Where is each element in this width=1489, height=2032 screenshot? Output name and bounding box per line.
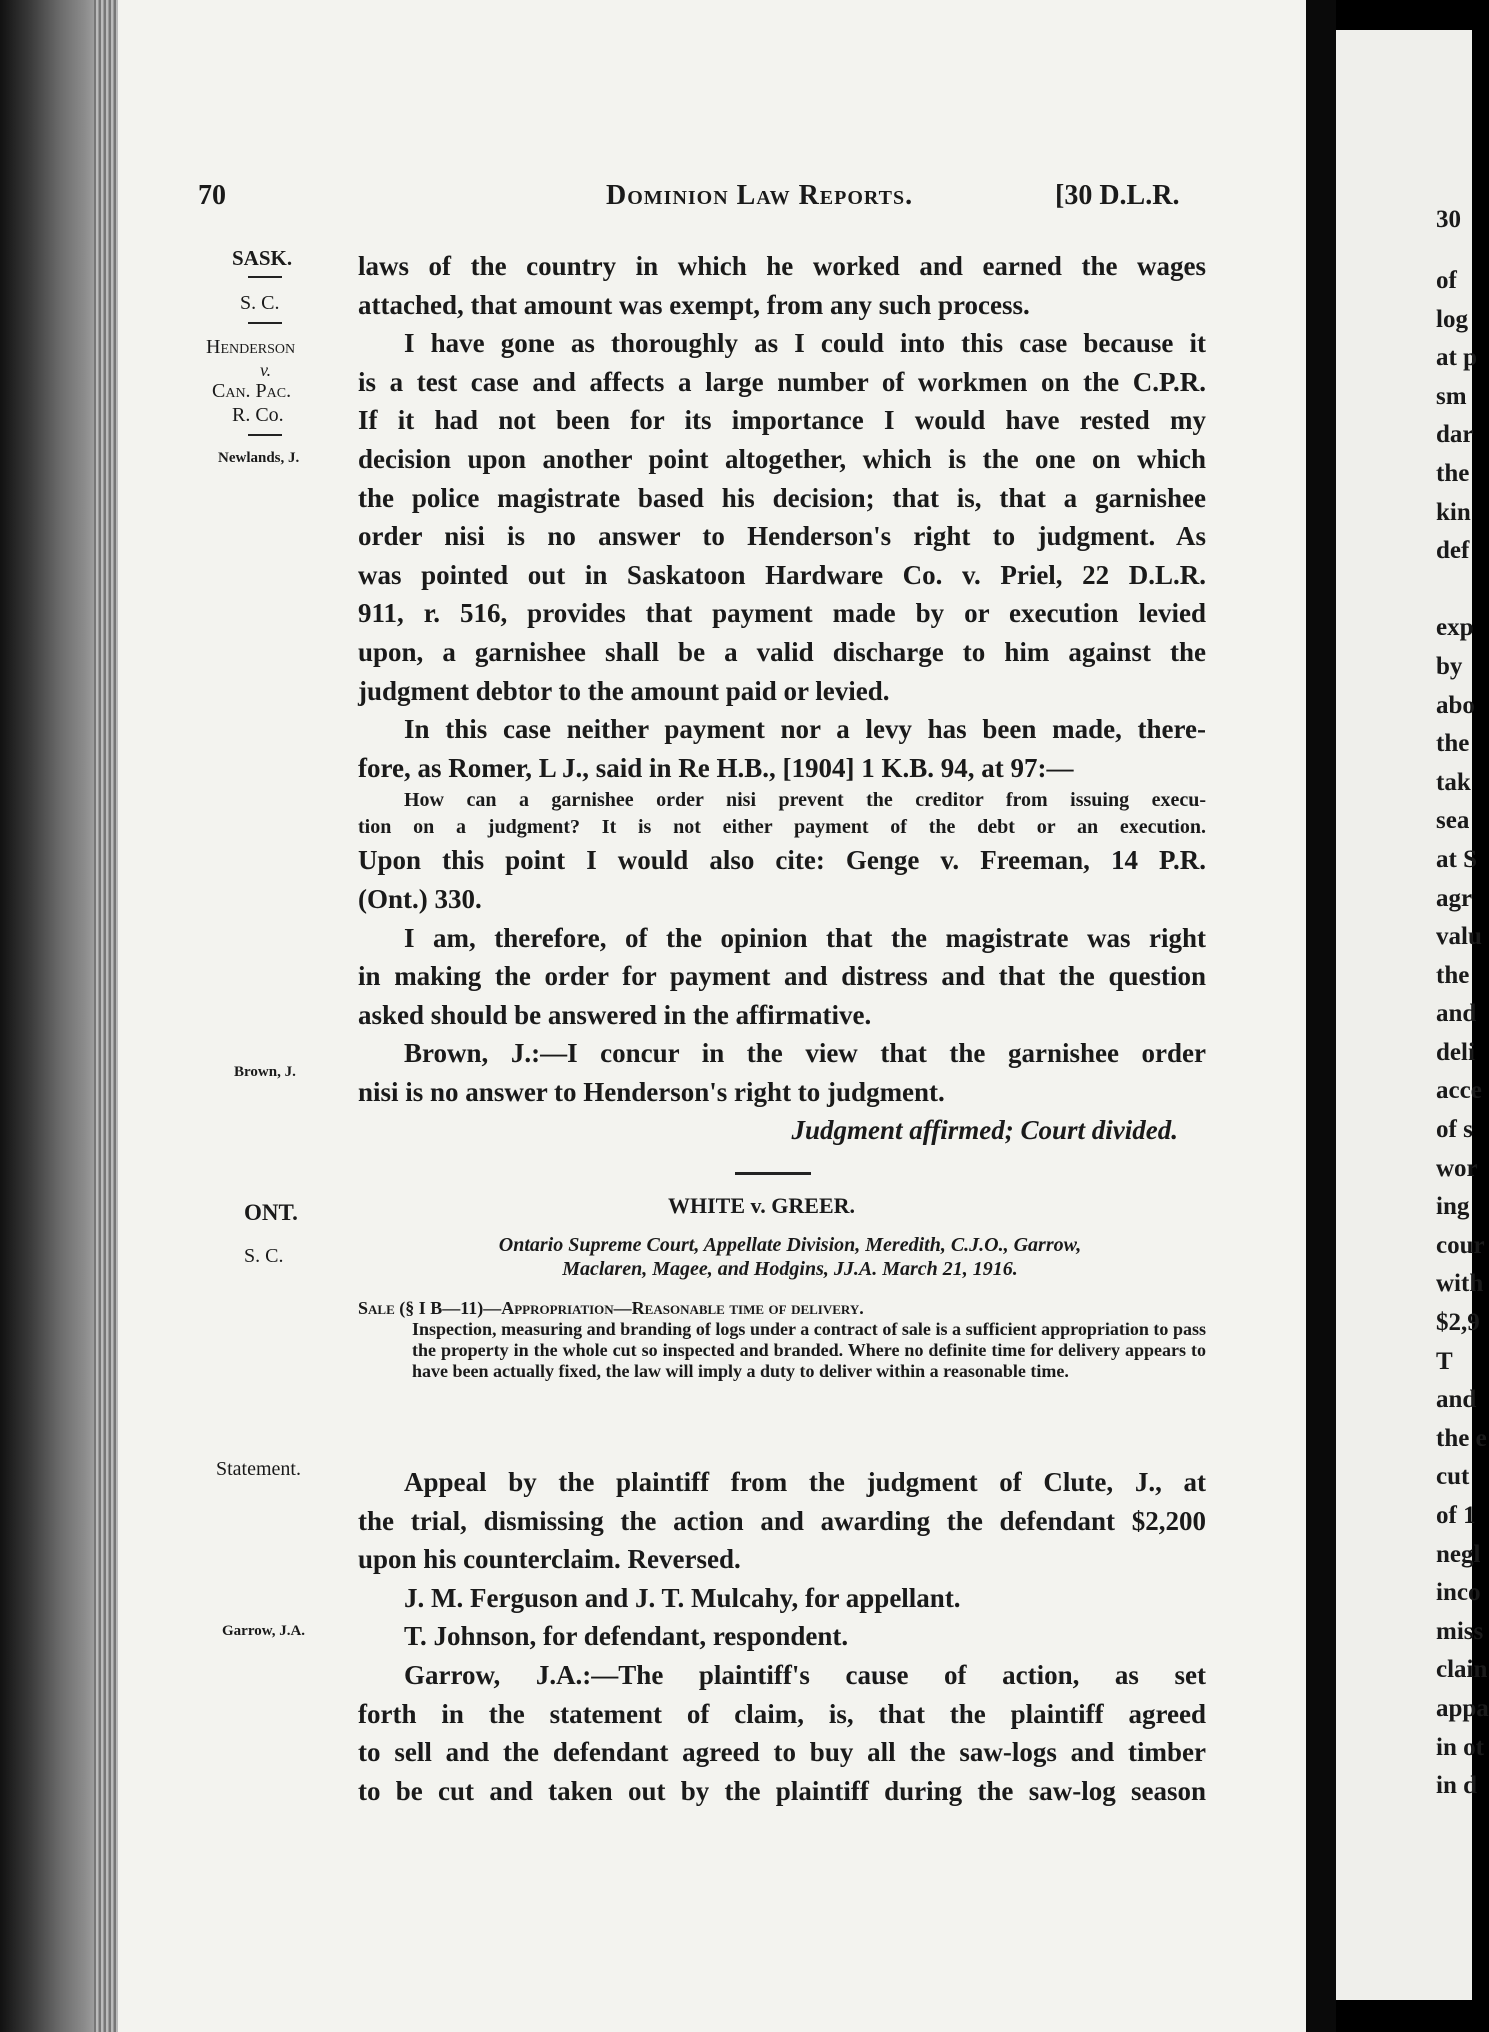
court-line: Maclaren, Magee, and Hodgins, JJ.A. March 21, 1916.: [562, 1258, 1018, 1280]
text-line: upon his counterclaim. Reversed.: [358, 1544, 741, 1575]
book-spine: [0, 0, 118, 2032]
next-page-line: with: [1436, 1270, 1484, 1298]
text-line: the trial, dismissing the action and awarding the defendant $2,200: [358, 1505, 1206, 1536]
margin-case-name-1: Henderson: [206, 336, 296, 358]
margin-judge-garrow: Garrow, J.A.: [222, 1623, 306, 1639]
next-page-line: of 1: [1436, 1502, 1476, 1529]
next-page-line: of: [1436, 267, 1457, 294]
margin-court: S. C.: [240, 292, 280, 314]
next-page-line: def: [1436, 537, 1470, 565]
next-page-line: cour: [1436, 1231, 1485, 1259]
next-page-line: appa: [1436, 1694, 1489, 1722]
margin-case-v: v.: [260, 360, 272, 380]
text-line: 911, r. 516, provides that payment made by or execution levied: [358, 598, 1206, 629]
running-title: Dominion Law Reports.: [606, 180, 914, 211]
quote-line: tion on a judgment? It is not either payment of the debt or an execution.: [358, 816, 1206, 839]
next-page-edge: [1336, 30, 1489, 2000]
next-page-line: ing: [1436, 1193, 1470, 1221]
court-info: [400, 1233, 1180, 1281]
volume-label: [30 D.L.R.: [1055, 180, 1180, 211]
body-text-2: [358, 1463, 1206, 1810]
text-line: Appeal by the plaintiff from the judgment of Clute, J., at: [404, 1467, 1206, 1497]
text-line: the police magistrate based his decision; that is, that a garnishee: [358, 482, 1206, 513]
text-line: order nisi is no answer to Henderson's right to judgment. As: [358, 521, 1206, 552]
text-line: In this case neither payment nor a levy has been made, there-: [404, 714, 1206, 745]
next-page-line: abo: [1436, 691, 1475, 719]
headnote-body: Inspection, measuring and branding of logs under a contract of sale is a sufficient appropriation to pass the property in the whole cut so inspected and branded. Where no definite time for delivery appears to have been actually fixed, the law will imply a duty to deliver within a reasonable time.: [412, 1319, 1206, 1381]
margin-rule: [248, 276, 282, 278]
case-title: WHITE v. GREER.: [668, 1193, 856, 1218]
next-page-line: deli: [1436, 1038, 1475, 1066]
margin-judge-brown: Brown, J.: [234, 1064, 296, 1080]
margin-rule: [248, 434, 282, 436]
block-quote: [358, 787, 1206, 841]
next-page-line: sm: [1436, 382, 1467, 410]
text-line: to sell and the defendant agreed to buy all the saw-logs and timber: [358, 1737, 1206, 1768]
next-page-line: valu: [1436, 923, 1482, 951]
headnote: [358, 1298, 1206, 1382]
text-line: If it had not been for its importance I would have rested my: [358, 405, 1206, 436]
next-page-line: the: [1436, 961, 1470, 989]
text-line: I have gone as thoroughly as I could into this case because it: [404, 328, 1206, 359]
text-line: to be cut and taken out by the plaintiff during the saw-log season: [358, 1775, 1206, 1806]
text-line: Upon this point I would also cite: Genge v. Freeman, 14 P.R.: [358, 845, 1206, 876]
next-page-line: sea: [1436, 807, 1470, 835]
margin-statement: Statement.: [216, 1458, 301, 1480]
text-line: upon, a garnishee shall be a valid discharge to him against the: [358, 636, 1206, 667]
case-divider: [735, 1172, 811, 1175]
next-page-line: tak: [1436, 768, 1471, 796]
next-page-line: wor: [1436, 1154, 1478, 1182]
next-page-line: T: [1436, 1347, 1453, 1375]
next-page-line: dar: [1436, 421, 1474, 449]
margin-province: SASK.: [232, 246, 293, 270]
next-page-line: clain: [1436, 1656, 1488, 1684]
next-page-line: the e: [1436, 1424, 1487, 1452]
page-number: 70: [198, 180, 226, 211]
next-page-line: in d: [1436, 1772, 1478, 1800]
next-page-line: of s: [1436, 1116, 1473, 1144]
next-page-line: miss: [1436, 1617, 1484, 1645]
margin-rule: [248, 322, 282, 324]
text-line: Brown, J.:—I concur in the view that the garnishee order: [404, 1038, 1206, 1069]
quote-line: How can a garnishee order nisi prevent the creditor from issuing execu-: [404, 789, 1206, 812]
next-page-line: and: [1436, 1386, 1477, 1414]
margin-case-name-3: R. Co.: [232, 404, 284, 426]
next-page-line: acce: [1436, 1077, 1482, 1105]
next-page-line: in ot: [1436, 1733, 1484, 1761]
next-page-line: at S: [1436, 845, 1477, 873]
next-page-line: the: [1436, 730, 1470, 758]
text-line: forth in the statement of claim, is, that the plaintiff agreed: [358, 1698, 1206, 1729]
next-page-line: $2,9: [1436, 1309, 1480, 1337]
next-page-line: inco: [1436, 1579, 1481, 1607]
headnote-title: Sale (§ I B—11)—Appropriation—Reasonable time of delivery.: [358, 1298, 864, 1318]
next-page-line: log: [1436, 305, 1468, 333]
next-page-line: kin: [1436, 498, 1471, 526]
margin-judge-newlands: Newlands, J.: [218, 450, 300, 466]
text-line: judgment debtor to the amount paid or levied.: [358, 675, 890, 706]
text-line: Garrow, J.A.:—The plaintiff's cause of action, as set: [404, 1659, 1206, 1690]
next-page-line: negl: [1436, 1540, 1481, 1568]
next-page-lines: [1436, 262, 1489, 1806]
text-line: is a test case and affects a large number of workmen on the C.P.R.: [358, 366, 1206, 397]
margin-court-2: S. C.: [244, 1245, 284, 1267]
text-line: I am, therefore, of the opinion that the magistrate was right: [404, 922, 1206, 953]
page-gutter: [1306, 0, 1336, 2032]
next-page-line: cut: [1436, 1463, 1470, 1491]
text-line: attached, that amount was exempt, from any such process.: [358, 289, 1030, 320]
next-page-line: [1436, 571, 1489, 610]
next-page-line: and: [1436, 1000, 1477, 1028]
judgment-result: Judgment affirmed; Court divided.: [791, 1115, 1178, 1146]
counsel-line: J. M. Ferguson and J. T. Mulcahy, for appellant.: [404, 1582, 961, 1613]
text-line: nisi is no answer to Henderson's right to judgment.: [358, 1076, 945, 1107]
text-line: (Ont.) 330.: [358, 883, 482, 914]
next-page-number: 30: [1436, 206, 1461, 233]
body-text-1: [358, 247, 1206, 1150]
text-line: asked should be answered in the affirmative.: [358, 999, 872, 1030]
margin-province-2: ONT.: [244, 1200, 298, 1225]
text-line: decision upon another point altogether, which is the one on which: [358, 443, 1206, 474]
text-line: was pointed out in Saskatoon Hardware Co. v. Priel, 22 D.L.R.: [358, 559, 1206, 590]
next-page-line: the: [1436, 459, 1470, 487]
next-page-line: exp: [1436, 614, 1474, 642]
court-line: Ontario Supreme Court, Appellate Division, Meredith, C.J.O., Garrow,: [498, 1234, 1082, 1256]
text-line: in making the order for payment and distress and that the question: [358, 961, 1206, 992]
next-page-line: at p: [1436, 344, 1477, 372]
next-page-line: agr: [1436, 884, 1473, 912]
text-line: laws of the country in which he worked and earned the wages: [358, 251, 1206, 281]
margin-case-name-2: Can. Pac.: [212, 380, 292, 402]
counsel-line: T. Johnson, for defendant, respondent.: [404, 1621, 849, 1652]
next-page-line: by: [1436, 652, 1463, 680]
text-line: fore, as Romer, L J., said in Re H.B., [1904] 1 K.B. 94, at 97:—: [358, 752, 1074, 783]
